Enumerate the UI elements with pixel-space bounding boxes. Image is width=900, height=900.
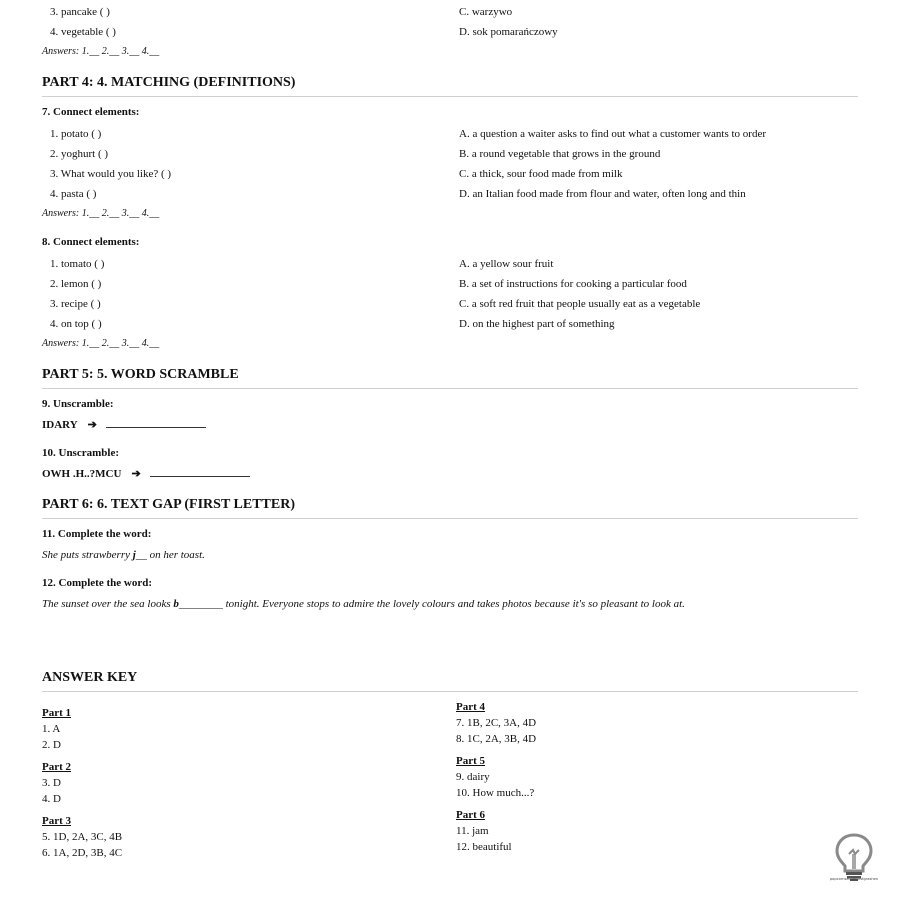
match-left-item: 2. lemon ( ) [50, 278, 102, 290]
match-row [42, 278, 858, 298]
answer-key-title: ANSWER KEY [42, 670, 858, 692]
match-row [42, 298, 858, 318]
answer-key-line: 5. 1D, 2A, 3C, 4B [42, 831, 123, 843]
answer-key-line: 1. A [42, 723, 61, 735]
match-right-item: D. sok pomarańczowy [459, 26, 558, 38]
part-6-title: PART 6: 6. TEXT GAP (FIRST LETTER) [42, 497, 858, 519]
match-right-item: B. a set of instructions for cooking a particular food [459, 278, 687, 290]
match-row [42, 148, 858, 168]
answer-key-line: 7. 1B, 2C, 3A, 4D [456, 717, 537, 729]
answer-key-heading: Part 2 [42, 761, 72, 773]
match-row [42, 188, 858, 208]
question-12-title: 12. Complete the word: [42, 577, 152, 589]
logo-text: popcornsangelslistgrashen [829, 877, 879, 881]
match-row [42, 6, 858, 26]
part-4-title: PART 4: 4. MATCHING (DEFINITIONS) [42, 75, 858, 97]
answer-key-line: 8. 1C, 2A, 3B, 4D [456, 733, 537, 745]
answer-key-heading: Part 3 [42, 815, 72, 827]
arrow-right-icon: ➔ [87, 419, 97, 431]
scrambled-word: OWH .H..?MCU [42, 468, 122, 480]
match-left-item: 2. yoghurt ( ) [50, 148, 109, 160]
answer-key-heading: Part 1 [42, 707, 72, 719]
sentence-text: on her toast. [146, 549, 205, 561]
first-letter: j [132, 549, 136, 561]
question-9-title: 9. Unscramble: [42, 398, 114, 410]
match-row [42, 26, 858, 46]
answer-key-part [456, 807, 836, 855]
question-10-title: 10. Unscramble: [42, 447, 119, 459]
match-row [42, 318, 858, 338]
answer-key-line: 9. dairy [456, 771, 490, 783]
answer-blank[interactable] [150, 467, 250, 477]
match-left-item: 1. potato ( ) [50, 128, 102, 140]
answer-key-line: 2. D [42, 739, 61, 751]
match-left-item: 4. vegetable ( ) [50, 26, 116, 38]
answer-key-heading: Part 4 [456, 701, 486, 713]
answer-key-line: 12. beautiful [456, 841, 512, 853]
match-row [42, 128, 858, 148]
match-left-item: 3. pancake ( ) [50, 6, 110, 18]
match-right-item: C. warzywo [459, 6, 513, 18]
answer-key-part [456, 753, 836, 801]
match-left-item: 4. pasta ( ) [50, 188, 97, 200]
match-right-item: D. an Italian food made from flour and water, often long and thin [459, 188, 746, 200]
match-right-item: C. a soft red fruit that people usually eat as a vegetable [459, 298, 701, 310]
match-right-item: D. on the highest part of something [459, 318, 615, 330]
gap-sentence [42, 598, 685, 610]
answer-key-left-column [42, 705, 422, 867]
gap-sentence [42, 549, 205, 561]
part-5-title: PART 5: 5. WORD SCRAMBLE [42, 367, 858, 389]
match-row [42, 258, 858, 278]
match-right-item: B. a round vegetable that grows in the ground [459, 148, 661, 160]
answer-key-line: 6. 1A, 2D, 3B, 4C [42, 847, 123, 859]
question-7-title: 7. Connect elements: [42, 106, 140, 118]
match-right-item: A. a yellow sour fruit [459, 258, 554, 270]
match-right-item: C. a thick, sour food made from milk [459, 168, 623, 180]
question-11-title: 11. Complete the word: [42, 528, 152, 540]
gap-blank[interactable]: ________ [178, 598, 223, 610]
scrambled-word: IDARY [42, 419, 78, 431]
answer-key-part [42, 759, 422, 807]
answer-key-line: 4. D [42, 793, 61, 805]
answer-key-heading: Part 6 [456, 809, 486, 821]
scramble-line [42, 467, 250, 480]
arrow-right-icon: ➔ [131, 468, 141, 480]
gap-blank[interactable]: __ [135, 549, 147, 561]
answer-key-line: 11. jam [456, 825, 489, 837]
scramble-line [42, 418, 206, 431]
sentence-text: The sunset over the sea looks [42, 598, 174, 610]
match-right-item: A. a question a waiter asks to find out what a customer wants to order [459, 128, 767, 140]
answer-key-right-column [456, 699, 836, 861]
sentence-text: tonight. Everyone stops to admire the lovely colours and takes photos because it's so pleasant to look at. [222, 598, 685, 610]
first-letter: b [173, 598, 179, 610]
match-left-item: 3. recipe ( ) [50, 298, 101, 310]
answers-line: Answers: 1.__ 2.__ 3.__ 4.__ [42, 338, 160, 349]
sentence-text: She puts strawberry [42, 549, 133, 561]
answer-key-line: 10. How much...? [456, 787, 535, 799]
answer-key-line: 3. D [42, 777, 61, 789]
answers-line: Answers: 1.__ 2.__ 3.__ 4.__ [42, 208, 160, 219]
answer-key-part [42, 813, 422, 861]
answers-line: Answers: 1.__ 2.__ 3.__ 4.__ [42, 46, 160, 57]
answer-key-part [456, 699, 836, 747]
question-8-title: 8. Connect elements: [42, 236, 140, 248]
match-left-item: 4. on top ( ) [50, 318, 102, 330]
lightbulb-icon [826, 832, 882, 882]
answer-key-part [42, 705, 422, 753]
answer-blank[interactable] [106, 418, 206, 428]
match-left-item: 3. What would you like? ( ) [50, 168, 172, 180]
match-row [42, 168, 858, 188]
answer-key-heading: Part 5 [456, 755, 486, 767]
match-left-item: 1. tomato ( ) [50, 258, 105, 270]
